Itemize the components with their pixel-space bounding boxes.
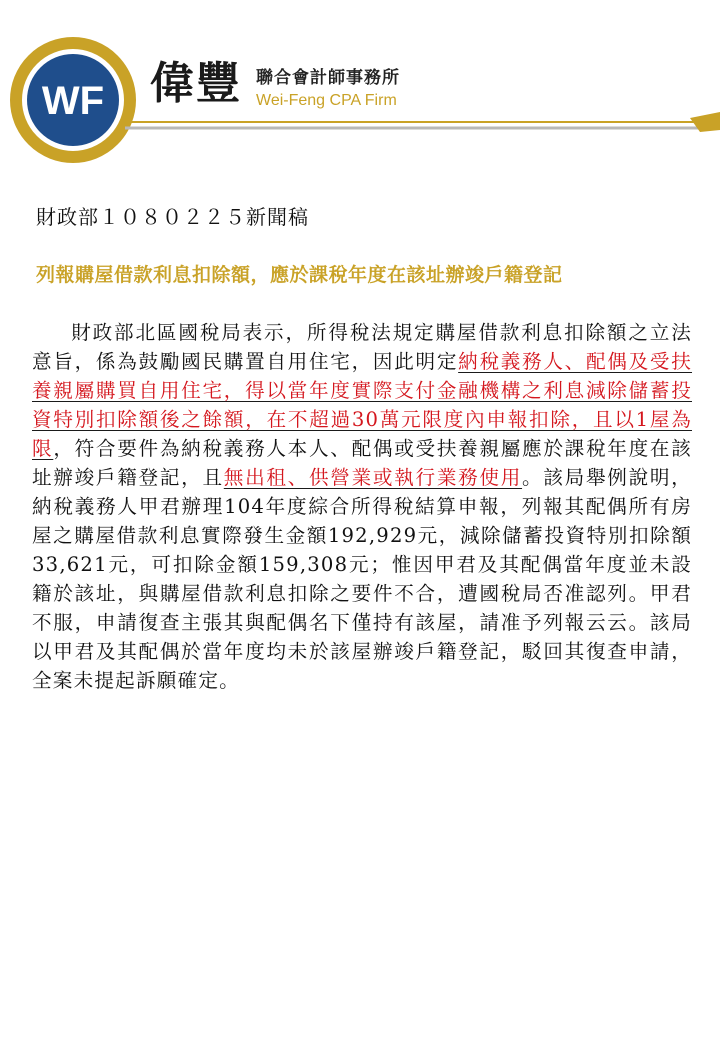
- firm-name-en: Wei-Feng CPA Firm: [256, 92, 397, 109]
- firm-name-cn: 聯合會計師事務所: [256, 68, 400, 88]
- body-text: [32, 318, 692, 695]
- letterhead: [0, 0, 720, 175]
- body-segment-3: 。該局舉例說明，納稅義務人甲君辦理104年度綜合所得稅結算申報，列報其配偶所有房屋之購屋借款利息實際發生金額192,929元，減除儲蓄投資特別扣除額33,621元，可扣除金額159,308元；惟因甲君及其配偶當年度並未設籍於該址，與購屋借款利息扣除之要件不合，遭國稅局否准認列。甲君不服，申請復查主張其與配偶名下僅持有該屋，請准予列報云云。該局以甲君及其配偶於當年度均未於該屋辦竣戶籍登記，駁回其復查申請，全案未提起訴願確定。: [32, 466, 692, 692]
- highlight-deduction-rule: 納稅義務人、配偶及受扶養親屬購買自用住宅，得以當年度實際支付金融機構之利息減除儲蓄投資特別扣除額後之餘額，在不超過30萬元限度內申報扣除，且以1屋為限: [32, 350, 693, 460]
- body-segment-1: 財政部北區國稅局表示，所得稅法規定購屋借款利息扣除額之立法意旨，係為鼓勵國民購置自用住宅，因此明定: [32, 321, 692, 373]
- news-release-title: 財政部１０８０２２５新聞稿: [36, 205, 309, 229]
- body-paragraph: [32, 318, 692, 695]
- brand-name-cn: 偉豐: [150, 58, 242, 109]
- headline: 列報購屋借款利息扣除額，應於課稅年度在該址辦竣戶籍登記: [36, 264, 563, 286]
- body-segment-2: ，符合要件為納稅義務人本人、配偶或受扶養親屬應於課稅年度在該址辦竣戶籍登記，且: [32, 437, 693, 489]
- logo-letters: WF: [41, 79, 105, 123]
- highlight-no-rental: 無出租、供營業或執行業務使用: [223, 466, 523, 489]
